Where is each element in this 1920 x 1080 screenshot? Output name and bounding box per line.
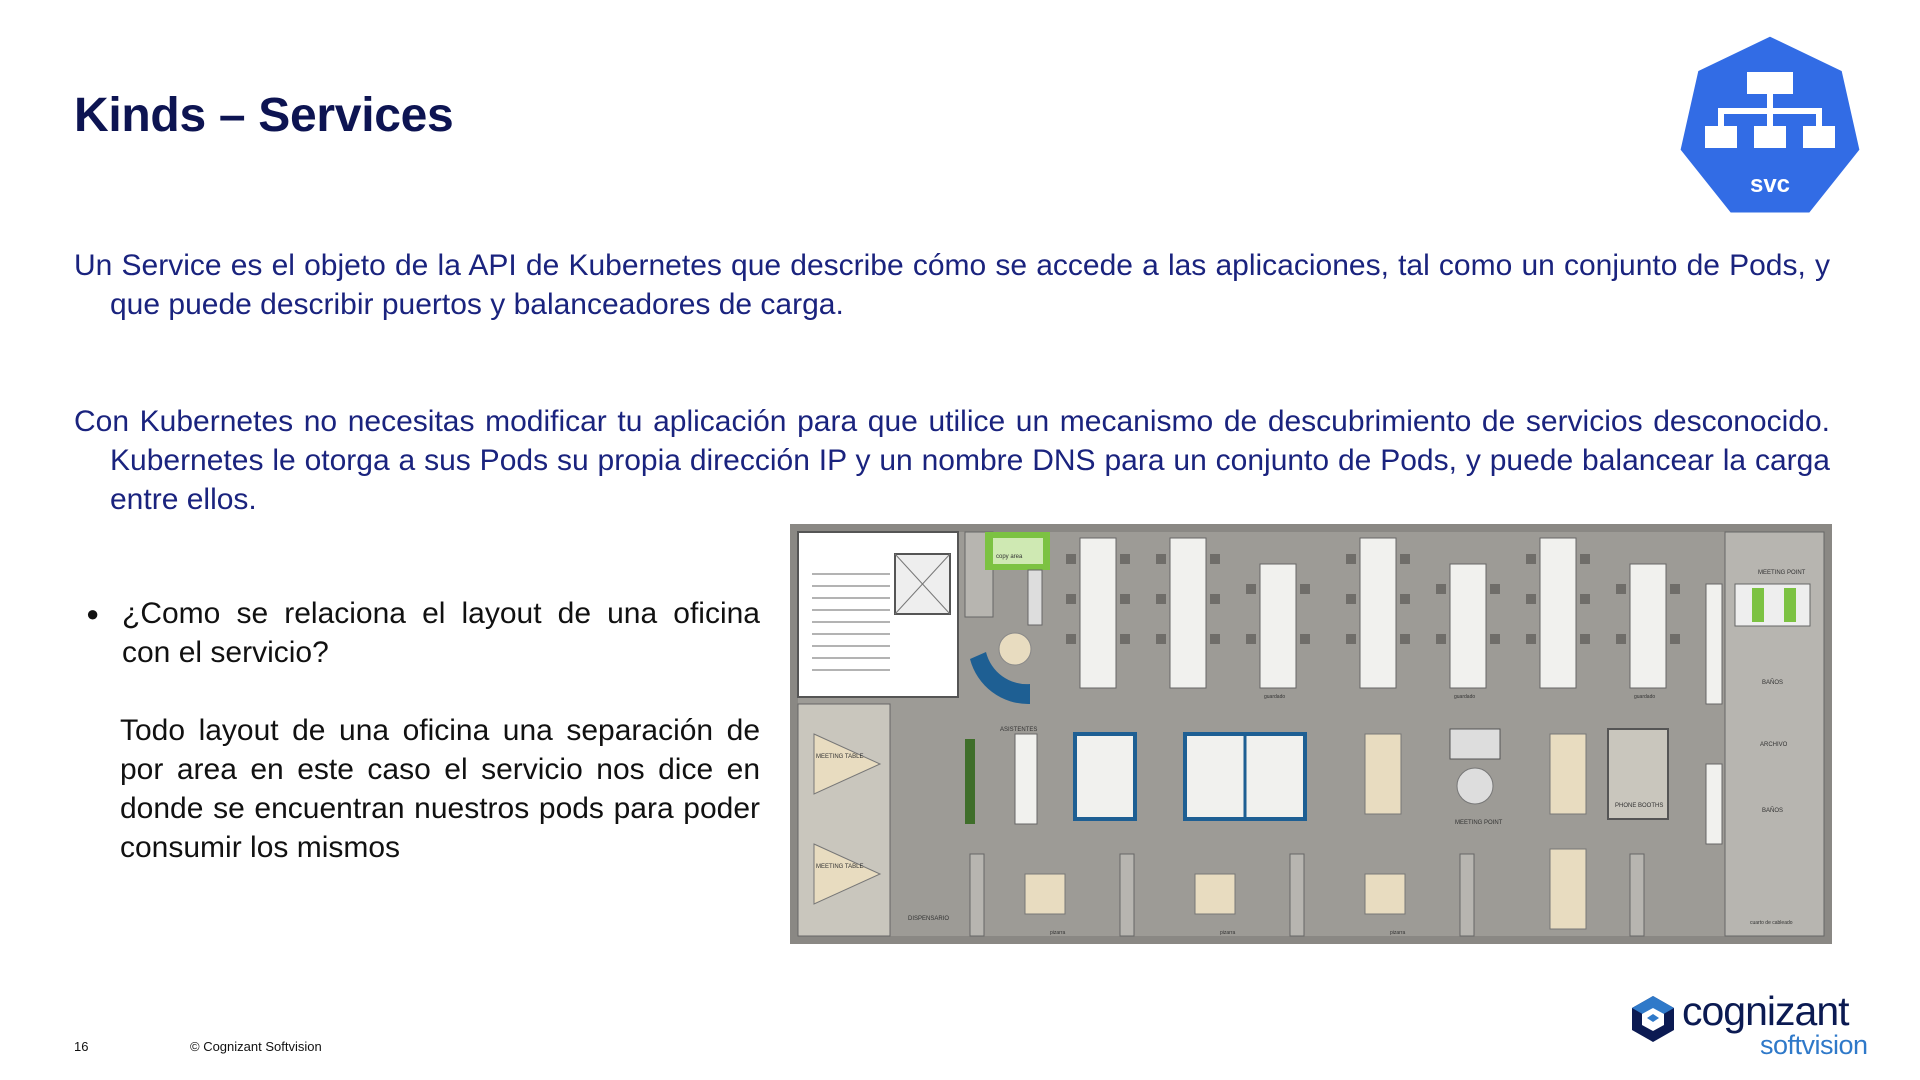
cognizant-softvision-logo: [1628, 990, 1878, 1060]
kubernetes-svc-icon: [1675, 32, 1865, 218]
service-discovery-paragraph: Con Kubernetes no necesitas modificar tu aplicación para que utilice un mecanismo de descubrimiento de servicios desconocido. Kubernetes le otorga a sus Pods su propia dirección IP y un nombre DNS para un conjunto de Pods, y puede balancear la carga entre ellos.: [74, 405, 1830, 516]
slide-title: Kinds – Services: [74, 89, 454, 142]
brand-name: cognizant: [1682, 988, 1849, 1034]
svc-label: svc: [1749, 171, 1791, 198]
guardado-label-3: guardado: [1634, 694, 1656, 700]
meeting-point-center-label: MEETING POINT: [1455, 820, 1503, 826]
banos-1-label: BAÑOS: [1762, 680, 1784, 686]
guardado-label-1: guardado: [1264, 694, 1286, 700]
asistentes-label: ASISTENTES: [1000, 727, 1038, 733]
dispensario-label: DISPENSARIO: [908, 916, 950, 922]
guardado-label-2: guardado: [1454, 694, 1476, 700]
meeting-table-1-label: MEETING TABLE: [816, 754, 864, 760]
cuarto-cableado-label: cuarto de cableado: [1750, 920, 1793, 926]
phone-booths-label: PHONE BOOTHS: [1615, 803, 1664, 809]
copyright-text: © Cognizant Softvision: [190, 1039, 322, 1054]
cognizant-mark-icon: [1628, 994, 1678, 1044]
service-definition-paragraph: Un Service es el objeto de la API de Kubernetes que describe cómo se accede a las aplicaciones, tal como un conjunto de Pods, y que puede describir puertos y balanceadores de carga.: [74, 249, 1830, 321]
bullet-answer: Todo layout de una oficina una separación de por area en este caso el servicio nos dice en donde se encuentran nuestros pods para poder consumir los mismos: [120, 714, 760, 864]
meeting-point-top-label: MEETING POINT: [1758, 570, 1806, 576]
office-floorplan: [790, 524, 1832, 944]
pizarra-label-3: pizarra: [1390, 930, 1406, 936]
bullet-icon: ●: [86, 601, 100, 626]
pizarra-label-1: pizarra: [1050, 930, 1066, 936]
bullet-list: [84, 594, 760, 867]
brand-sub: softvision: [1760, 1030, 1868, 1060]
pizarra-label-2: pizarra: [1220, 930, 1236, 936]
archivo-label: ARCHIVO: [1760, 742, 1788, 748]
bullet-item: [84, 594, 760, 672]
meeting-table-2-label: MEETING TABLE: [816, 864, 864, 870]
bullet-question: ¿Como se relaciona el layout de una oficina con el servicio?: [122, 597, 760, 669]
page-number: 16: [74, 1039, 89, 1054]
banos-2-label: BAÑOS: [1762, 808, 1784, 814]
copy-area-label: copy area: [996, 554, 1023, 560]
